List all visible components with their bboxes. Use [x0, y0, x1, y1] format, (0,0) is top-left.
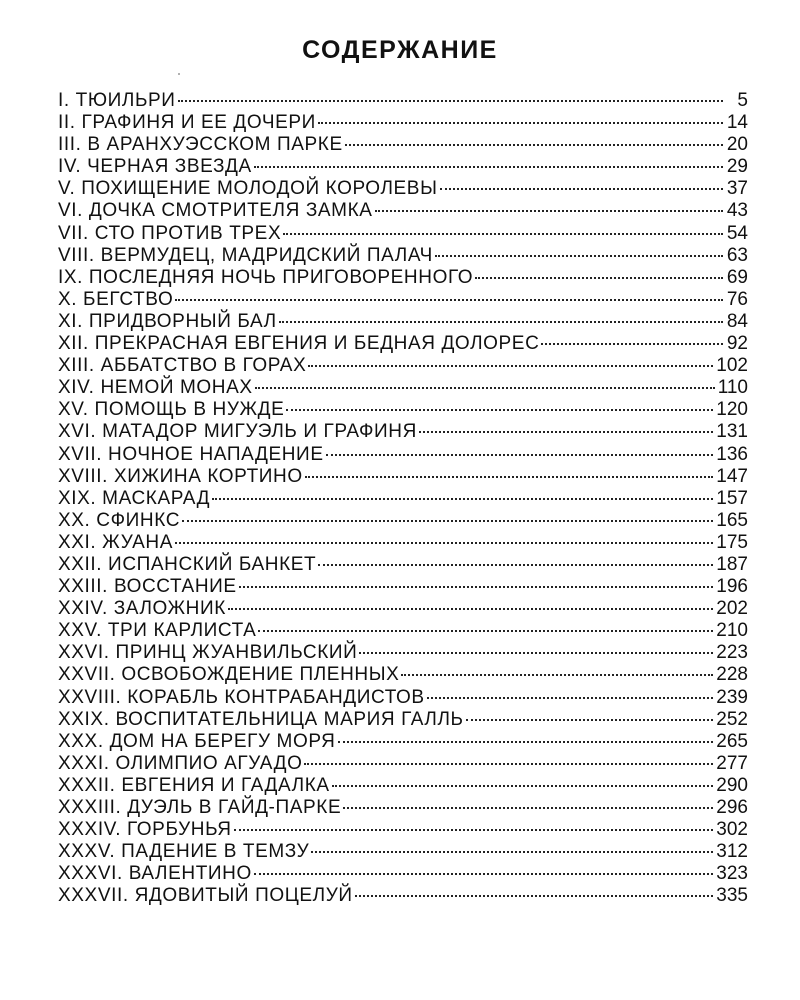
- toc-entry-title: XXXVI. ВАЛЕНТИНО: [58, 863, 252, 885]
- toc-entry-title: XXXV. ПАДЕНИЕ В ТЕМЗУ: [58, 841, 310, 863]
- toc-entry-page-number: 202: [716, 598, 748, 620]
- dot-leader: [212, 498, 713, 500]
- toc-entry-page-number: 136: [716, 443, 748, 465]
- dot-leader: [466, 719, 714, 721]
- paper-speck: [178, 73, 180, 75]
- toc-entry-title: XXI. ЖУАНА: [58, 531, 174, 553]
- toc-entry-title: VII. СТО ПРОТИВ ТРЕХ: [58, 222, 282, 244]
- toc-entry: [58, 399, 748, 421]
- toc-entry: [58, 775, 748, 797]
- dot-leader: [305, 476, 714, 478]
- toc-entry-title: XXX. ДОМ НА БЕРЕГУ МОРЯ: [58, 730, 336, 752]
- toc-entry-title: X. БЕГСТВО: [58, 288, 174, 310]
- toc-entry: [58, 797, 748, 819]
- toc-entry-title: VIII. ВЕРМУДЕЦ, МАДРИДСКИЙ ПАЛАЧ: [58, 244, 433, 266]
- toc-entry: [58, 620, 748, 642]
- toc-entry-title: IV. ЧЕРНАЯ ЗВЕЗДА: [58, 156, 252, 178]
- toc-entry: [58, 223, 748, 245]
- toc-entry: [58, 576, 748, 598]
- dot-leader: [178, 100, 723, 102]
- toc-entry-title: XXVII. ОСВОБОЖДЕНИЕ ПЛЕННЫХ: [58, 664, 400, 686]
- toc-entry-page-number: 335: [716, 885, 748, 907]
- toc-entry: [58, 333, 748, 355]
- toc-entry-page-number: 223: [716, 642, 748, 664]
- toc-entry-title: XXIX. ВОСПИТАТЕЛЬНИЦА МАРИЯ ГАЛЛЬ: [58, 708, 464, 730]
- toc-entry-page-number: 157: [716, 487, 748, 509]
- toc-entry: [58, 885, 748, 907]
- toc-entry: [58, 731, 748, 753]
- toc-entry: [58, 90, 748, 112]
- dot-leader: [345, 144, 723, 146]
- toc-entry: [58, 156, 748, 178]
- toc-entry-page-number: 76: [726, 288, 748, 310]
- toc-entry: [58, 642, 748, 664]
- dot-leader: [427, 697, 714, 699]
- toc-entry: [58, 709, 748, 731]
- toc-entry: [58, 532, 748, 554]
- toc-entry-title: XXXI. ОЛИМПИО АГУАДО: [58, 752, 303, 774]
- toc-entry-title: XVIII. ХИЖИНА КОРТИНО: [58, 465, 303, 487]
- toc-entry: [58, 664, 748, 686]
- toc-entry: [58, 200, 748, 222]
- dot-leader: [258, 630, 713, 632]
- toc-entry-page-number: 228: [716, 664, 748, 686]
- toc-entry-page-number: 84: [726, 310, 748, 332]
- toc-entry-page-number: 239: [716, 686, 748, 708]
- toc-entry: [58, 267, 748, 289]
- dot-leader: [175, 542, 713, 544]
- toc-entry-page-number: 102: [716, 355, 748, 377]
- toc-entry-page-number: 165: [716, 509, 748, 531]
- toc-entry-page-number: 265: [716, 730, 748, 752]
- toc-entry: [58, 112, 748, 134]
- toc-entry-title: XXXIV. ГОРБУНЬЯ: [58, 819, 232, 841]
- toc-entry-title: XIII. АББАТСТВО В ГОРАХ: [58, 355, 307, 377]
- toc-entry-title: XXVI. ПРИНЦ ЖУАНВИЛЬСКИЙ: [58, 642, 358, 664]
- toc-entry-page-number: 63: [726, 244, 748, 266]
- toc-entry-title: XIV. НЕМОЙ МОНАХ: [58, 377, 253, 399]
- dot-leader: [182, 520, 713, 522]
- toc-entry-page-number: 312: [716, 841, 748, 863]
- toc-entry-title: XIX. МАСКАРАД: [58, 487, 211, 509]
- toc-entry: [58, 598, 748, 620]
- toc-entry-title: II. ГРАФИНЯ И ЕЕ ДОЧЕРИ: [58, 112, 316, 134]
- toc-entry-title: XVI. МАТАДОР МИГУЭЛЬ И ГРАФИНЯ: [58, 421, 417, 443]
- dot-leader: [286, 409, 713, 411]
- toc-entry-page-number: 37: [726, 178, 748, 200]
- toc-entry-page-number: 210: [716, 620, 748, 642]
- toc-entry-title: XVII. НОЧНОЕ НАПАДЕНИЕ: [58, 443, 324, 465]
- toc-entry-title: III. В АРАНХУЭССКОМ ПАРКЕ: [58, 134, 343, 156]
- toc-entry: [58, 289, 748, 311]
- toc-entry-page-number: 29: [726, 156, 748, 178]
- toc-entry: [58, 311, 748, 333]
- dot-leader: [254, 873, 713, 875]
- toc-entry-page-number: 196: [716, 576, 748, 598]
- toc-entry: [58, 554, 748, 576]
- toc-entry: [58, 488, 748, 510]
- toc-entry-page-number: 110: [717, 377, 748, 399]
- dot-leader: [318, 564, 713, 566]
- toc-entry: [58, 466, 748, 488]
- dot-leader: [175, 299, 723, 301]
- toc-entry-page-number: 296: [716, 797, 748, 818]
- toc-entry: [58, 841, 748, 863]
- toc-entry-title: IX. ПОСЛЕДНЯЯ НОЧЬ ПРИГОВОРЕННОГО: [58, 266, 474, 288]
- toc-entry-page-number: 147: [716, 465, 748, 487]
- dot-leader: [375, 210, 723, 212]
- dot-leader: [435, 255, 723, 257]
- toc-entry-title: XII. ПРЕКРАСНАЯ ЕВГЕНИЯ И БЕДНАЯ ДОЛОРЕС: [58, 333, 540, 355]
- toc-entry-title: VI. ДОЧКА СМОТРИТЕЛЯ ЗАМКА: [58, 200, 373, 222]
- dot-leader: [255, 387, 715, 389]
- toc-entry-title: XX. СФИНКС: [58, 509, 181, 531]
- dot-leader: [279, 321, 723, 323]
- dot-leader: [318, 122, 723, 124]
- dot-leader: [228, 608, 713, 610]
- toc-entry-page-number: 69: [726, 266, 748, 288]
- toc-entry-page-number: 120: [716, 399, 748, 421]
- toc-entry: [58, 819, 748, 841]
- toc-entry-page-number: 277: [716, 752, 748, 774]
- dot-leader: [355, 895, 714, 897]
- toc-entry-title: XXIII. ВОССТАНИЕ: [58, 576, 237, 598]
- toc-entry-title: XXXII. ЕВГЕНИЯ И ГАДАЛКА: [58, 774, 330, 796]
- dot-leader: [419, 431, 713, 433]
- dot-leader: [401, 674, 713, 676]
- toc-entry: [58, 444, 748, 466]
- dot-leader: [304, 763, 713, 765]
- dot-leader: [239, 586, 714, 588]
- dot-leader: [359, 652, 713, 654]
- toc-entry-page-number: 187: [716, 553, 748, 575]
- toc-entry: [58, 421, 748, 443]
- dot-leader: [326, 454, 714, 456]
- dot-leader: [338, 741, 714, 743]
- toc-entry-page-number: 14: [726, 112, 748, 134]
- table-of-contents: [58, 90, 748, 907]
- toc-entry: [58, 863, 748, 885]
- toc-entry: [58, 178, 748, 200]
- dot-leader: [440, 188, 723, 190]
- dot-leader: [541, 343, 723, 345]
- dot-leader: [343, 807, 713, 809]
- toc-entry-title: XXII. ИСПАНСКИЙ БАНКЕТ: [58, 553, 317, 575]
- toc-entry-title: XXVIII. КОРАБЛЬ КОНТРАБАНДИСТОВ: [58, 686, 425, 708]
- toc-entry-page-number: 5: [737, 90, 748, 111]
- dot-leader: [311, 851, 713, 853]
- toc-entry-title: I. ТЮИЛЬРИ: [58, 90, 176, 111]
- toc-entry-title: XXXVII. ЯДОВИТЫЙ ПОЦЕЛУЙ: [58, 885, 353, 907]
- dot-leader: [283, 233, 723, 235]
- dot-leader: [332, 785, 714, 787]
- toc-entry-page-number: 323: [716, 863, 748, 885]
- dot-leader: [234, 829, 714, 831]
- toc-entry-title: XI. ПРИДВОРНЫЙ БАЛ: [58, 310, 277, 332]
- toc-entry-page-number: 302: [716, 819, 748, 841]
- toc-entry-title: XXV. ТРИ КАРЛИСТА: [58, 620, 257, 642]
- toc-entry-title: XXIV. ЗАЛОЖНИК: [58, 598, 226, 620]
- dot-leader: [475, 277, 723, 279]
- toc-entry: [58, 753, 748, 775]
- toc-entry-page-number: 20: [726, 134, 748, 156]
- toc-entry-page-number: 175: [716, 531, 748, 553]
- toc-entry: [58, 134, 748, 156]
- toc-entry-page-number: 131: [716, 421, 748, 443]
- toc-entry: [58, 377, 748, 399]
- toc-entry-title: V. ПОХИЩЕНИЕ МОЛОДОЙ КОРОЛЕВЫ: [58, 178, 438, 200]
- toc-entry-page-number: 92: [726, 333, 748, 355]
- page-title: СОДЕРЖАНИЕ: [302, 36, 498, 64]
- toc-entry: [58, 687, 748, 709]
- toc-entry-page-number: 54: [726, 222, 748, 244]
- toc-entry-title: XXXIII. ДУЭЛЬ В ГАЙД-ПАРКЕ: [58, 797, 342, 818]
- toc-entry: [58, 510, 748, 532]
- dot-leader: [254, 166, 723, 168]
- toc-entry-page-number: 290: [716, 774, 748, 796]
- toc-entry-page-number: 252: [716, 708, 748, 730]
- dot-leader: [308, 365, 713, 367]
- toc-entry: [58, 355, 748, 377]
- toc-entry: [58, 245, 748, 267]
- toc-entry-title: XV. ПОМОЩЬ В НУЖДЕ: [58, 399, 285, 421]
- toc-entry-page-number: 43: [726, 200, 748, 222]
